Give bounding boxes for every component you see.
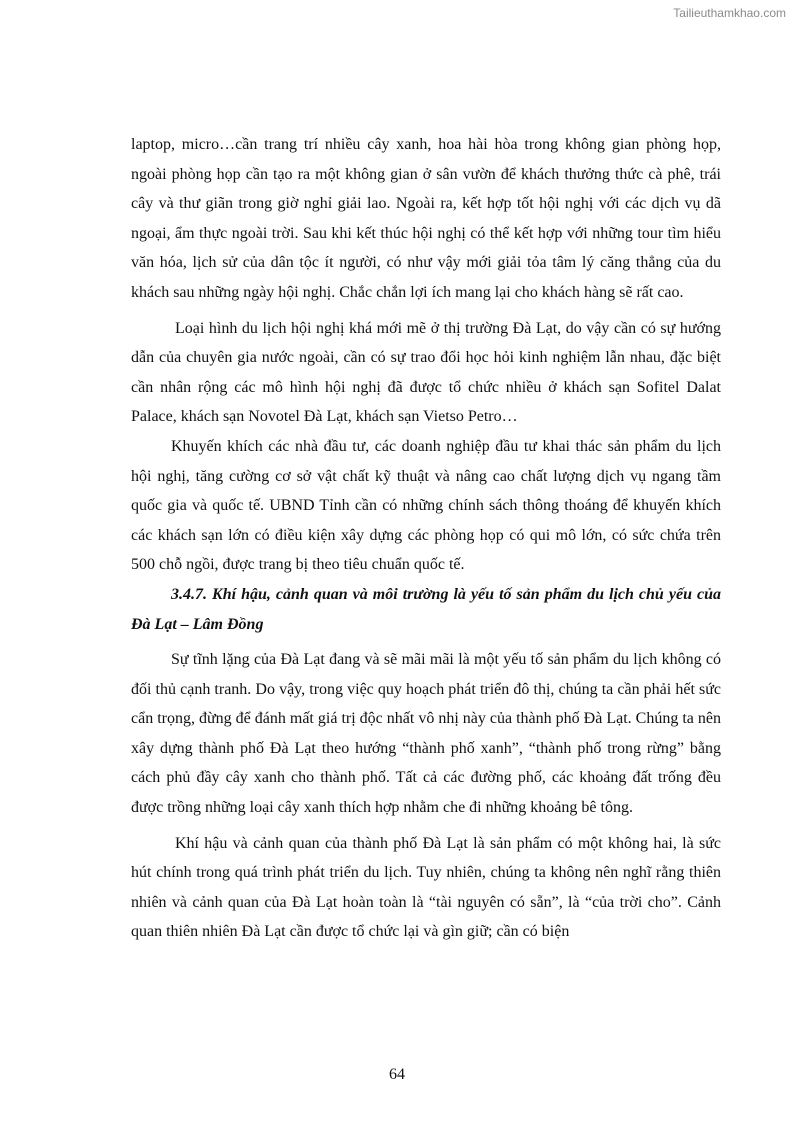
document-body	[131, 130, 721, 947]
watermark: Tailieuthamkhao.com	[673, 6, 786, 20]
paragraph-2: Loại hình du lịch hội nghị khá mới mẽ ở thị trường Đà Lạt, do vậy cần có sự hướng dẫn của chuyên gia nước ngoài, cần có sự trao đổi học hỏi kinh nghiệm lẫn nhau, đặc biệt cần nhân rộng các mô hình hội nghị đã được tổ chức nhiều ở khách sạn Sofitel Dalat Palace, khách sạn Novotel Đà Lạt, khách sạn Vietso Petro…	[131, 319, 721, 426]
paragraph-3: Khuyến khích các nhà đầu tư, các doanh nghiệp đầu tư khai thác sản phẩm du lịch hội nghị, tăng cường cơ sở vật chất kỹ thuật và nâng cao chất lượng dịch vụ ngang tầm quốc gia và quốc tế. UBND Tỉnh cần có những chính sách thông thoáng để khuyến khích các khách sạn lớn có điều kiện xây dựng các phòng họp có qui mô lớn, có sức chứa trên 500 chỗ ngồi, được trang bị theo tiêu chuẩn quốc tế.	[131, 437, 721, 574]
paragraph-4: Sự tĩnh lặng của Đà Lạt đang và sẽ mãi mãi là một yếu tố sản phẩm du lịch không có đối thủ cạnh tranh. Do vậy, trong việc quy hoạch phát triển đô thị, chúng ta cần phải hết sức cẩn trọng, đừng để đánh mất giá trị độc nhất vô nhị này của thành phố Đà Lạt. Chúng ta nên xây dựng thành phố Đà Lạt theo hướng “thành phố xanh”, “thành phố trong rừng” bằng cách phủ đầy cây xanh cho thành phố. Tất cả các đường phố, các khoảng đất trống đều được trồng những loại cây xanh thích hợp nhằm che đi những khoảng bê tông.	[131, 651, 721, 817]
section-heading: 3.4.7. Khí hậu, cảnh quan và môi trường là yếu tố sản phẩm du lịch chủ yếu của Đà Lạt – Lâm Đồng	[131, 585, 721, 633]
paragraph-5: Khí hậu và cảnh quan của thành phố Đà Lạt là sản phẩm có một không hai, là sức hút chính trong quá trình phát triển du lịch. Tuy nhiên, chúng ta không nên nghĩ rằng thiên nhiên và cảnh quan của Đà Lạt hoàn toàn là “tài nguyên có sẵn”, là “của trời cho”. Cảnh quan thiên nhiên Đà Lạt cần được tổ chức lại và gìn giữ; cần có biện	[131, 834, 721, 941]
page-number: 64	[389, 1066, 405, 1083]
paragraph-1: laptop, micro…cần trang trí nhiều cây xanh, hoa hài hòa trong không gian phòng họp, ngoài phòng họp cần tạo ra một không gian ở sân vườn để khách thưởng thức cà phê, trái cây và thư giãn trong giờ nghỉ giải lao. Ngoài ra, kết hợp tốt hội nghị với các dịch vụ dã ngoại, ẩm thực ngoài trời. Sau khi kết thúc hội nghị có thể kết hợp với những tour tìm hiểu văn hóa, lịch sử của dân tộc ít người, có như vậy mới giải tỏa tâm lý căng thẳng của du khách sau những ngày hội nghị. Chắc chắn lợi ích mang lại cho khách hàng sẽ rất cao.	[131, 136, 721, 301]
